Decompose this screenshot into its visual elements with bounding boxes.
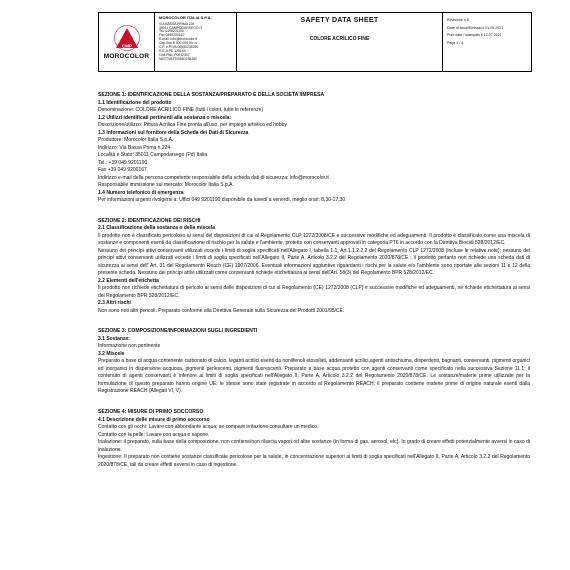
document-body	[98, 88, 530, 469]
section-2-heading: SEZIONE 2: IDENTIFICAZIONE DEI RISCHI	[98, 217, 201, 224]
paragraph: Per informazioni urgenti rivolgersi a: Uffici 049 9201190 disponibile da lunedì a venerdì, meglio orari: 8,30-17,30	[98, 197, 346, 204]
paragraph: Tel.: +39 049 9201190	[98, 159, 148, 166]
paragraph: Contatto con la pelle: Lavare con acqua e sapone.	[98, 431, 210, 438]
revision-info	[443, 13, 531, 71]
paragraph: Ingestione: Il preparato non contiene sostanze classificate pericolose per la salute, in concentrazione superiori ai limiti di soglia specificati nell'Allegato II, Parte A, Articolo 3.2.2 del Regolamento 2020/878/CE, tali da creare effetti avversi in caso di ingestione.	[98, 454, 530, 468]
subsection-heading: 3.1 Sostanze:	[98, 335, 130, 342]
product-name: COLORE ACRILICO FINE	[309, 36, 370, 42]
section-3-heading: SEZIONE 3: COMPOSIZIONE/INFORMAZIONI SUGLI INGREDIENTI	[98, 328, 258, 335]
company-name: MOROCOLOR ITALIA S.P.A.	[159, 15, 212, 20]
paragraph: Informazione non pertinente	[98, 343, 161, 350]
paragraph: Indirizzo e-mail della persona competente responsabile della scheda dati di sicurezza: info@morocolor.it	[98, 174, 329, 181]
print-date: Print date / stampato il 12.07.2021	[447, 33, 502, 38]
issue-date: Date of issue/Emissio il 01.05.2021	[447, 25, 504, 30]
subsection-heading: 2.3 Altri rischi	[98, 300, 131, 307]
svg-text:CMP: CMP	[121, 42, 132, 48]
paragraph: Produttore: Morocolor Italia S.p.A.	[98, 137, 174, 144]
subsection-heading: 1.4 Numero telefonico di emergenza	[98, 189, 184, 196]
subsection-heading: 1.3 Informazioni sul fornitore della Scheda dei Dati di Sicurezza	[98, 129, 249, 136]
company-address: VIA BASSA PRIMA 224 35011 CAMPODARSEGO IT Tel. 0498201190 Fax 0499200167 E-mail: info@morocolor.it Cap.Soc € 300.000,00 i.v. C.F. e P.IVA 00650235250 R.E.A PD 125144 Cod.Fisc. P0012367 VAT/TVA IT00650235280	[159, 21, 203, 61]
subsection-heading: 1.2 Utilizzi identificati pertinenti alla sostanza o miscela:	[98, 114, 232, 121]
subsection-heading: 2.2 Elementi dell'etichetta	[98, 277, 159, 284]
brand-name: MOROCOLOR	[103, 52, 150, 60]
paragraph: Denominazione: COLORE ACRILICO FINE (tutti i colori, tutte le referenze)	[98, 107, 264, 114]
revision: Revisione n.6	[447, 18, 469, 22]
triangle-logo-icon	[114, 25, 140, 51]
subsection-heading: 1.1 Identificazione del prodotto	[98, 99, 172, 106]
subsection-heading: 4.1 Descrizione delle misure di primo soccorso	[98, 416, 210, 423]
paragraph: Indirizzo: Via Bassa Prima n.224	[98, 144, 171, 151]
paragraph: Inalazione: il preparato, sulla base della composizione, non contiene/non rilascia vapori od altre sostanze (in forma di gas, aerosol, etc). In grado di creare effetti potenzialmente avversi in caso di inalazione.	[98, 439, 530, 453]
paragraph: Il prodotto non richiede etichettatura di pericolo ai sensi delle disposizioni di cui al Regolamento (CE) 1272/2008 (CLP) e successive modifiche ed adeguamenti, né richiede etichettatura ai sensi del Regolamento BPR 528/2012/EC.	[98, 285, 530, 299]
paragraph: Fax +39 049 9200167	[98, 167, 147, 174]
company-info	[155, 13, 237, 71]
section-1-heading: SEZIONE 1: IDENTIFICAZIONE DELLA SOSTANZA/PREPARATO E DELLA SOCIETA'/IMPRESA	[98, 92, 325, 98]
section-4-heading: SEZIONE 4: MISURE DI PRIMO SOCCORSO	[98, 408, 204, 415]
sds-header	[98, 12, 532, 72]
paragraph: Descrizione/utilizzo: Pittura Acrilica Fine pronta all'uso, per impiego artistico ed hobby	[98, 122, 287, 129]
paragraph: Preparato a base di acqua contenente carbonato di calcio, leganti acrilici esenti da nonilfenoli etossilati, addensanti acrilici,agenti antischiuma, disperdenti, bagnanti, conservanti, pigmenti organici ed inorganici in dispersione acquosa, pigmenti perlescenti, pigmenti fluorescenti. Preparato a base acqua protetto con agenti conservanti come specificato nella successiva Sezione 11.1: il contenuto di agenti conservanti è inferiore ai limiti di soglia specificati nell'Allegato II, Parte A, Articolo 3.2.2 del Regolamento 2020/878/CE. Le sostanze/materie prime utilizzate per la formulazione di questo preparato hanno origine UE; le stesse sono state registrate in accordo al Regolamento REACH; il preparato contiene materie prime di origine naturale esenti dalla Registrazione REACH (Allegati VI, V).	[98, 358, 530, 395]
paragraph: Il prodotto non è classificato pericoloso ai sensi del disposizioni di cui al Regolamento CLP 1272/2008/CE e successive modifiche ed adeguamenti. Il prodotto è classificato come una miscela di sostanze e componenti esenti da classificazione di rischio per la salute e l'ambiente, protetto con conservanti approvati in categoria PT6 in accordo con la Direttiva Biocidi 528/2012/EC.	[98, 232, 530, 247]
paragraph: Non sono noti altri pericoli. Preparato conforme alla Direttiva Generale sulla Sicurezza dei Prodotti 2001/95/CE.	[98, 307, 345, 314]
title-block	[237, 13, 443, 71]
page-number: Page 1 / 4	[447, 40, 464, 45]
paragraph: Località e Stato: 35011 Campodarsego (Pd) Italia	[98, 152, 208, 159]
paragraph: Contatto con gli occhi: Lavare con abbondante acqua; se compare irritazione consultare un medico.	[98, 424, 319, 431]
subsection-heading: 2.1 Classificazione della sostanza o della miscela	[98, 225, 215, 232]
paragraph: Nessuno dei principi attivi conservanti utilizzati eccede i limiti di soglia specificati nell'Allegato I, tabella 1.1, Art.1.1.2.2.2 del Regolamento CLP 1272/2008 (incluse le relative note); nessuno dei principi attivi conservanti utilizzati eccede i limiti di soglia specificati nell'Allegato II, Parte A, Articolo 3.2.2 del Regolamento 2020/878/CE ; il prodotto pertanto non richiede una scheda dati di sicurezza ai sensi dell' Art. 31 del Regolamento Reach (CE) 1907/2006. Eventuali informazioni aggiuntive riguardanti i rischi per la salute e/o l'ambiente sono riportate alle sezioni 11 e 12 della presente scheda. Nessuno dei principi attivi utilizzati come conservanti richiede etichettatura ai sensi dell'Art. 58(3) del Regolamento BPR 528/2012/EC.	[98, 247, 530, 277]
paragraph: Responsabile immissione sul mercato: Morocolor Italia S.p.A.	[98, 182, 234, 189]
document-title: SAFETY DATA SHEET	[300, 17, 379, 24]
subsection-heading: 3.2 Miscele	[98, 350, 125, 357]
logo	[99, 13, 155, 71]
